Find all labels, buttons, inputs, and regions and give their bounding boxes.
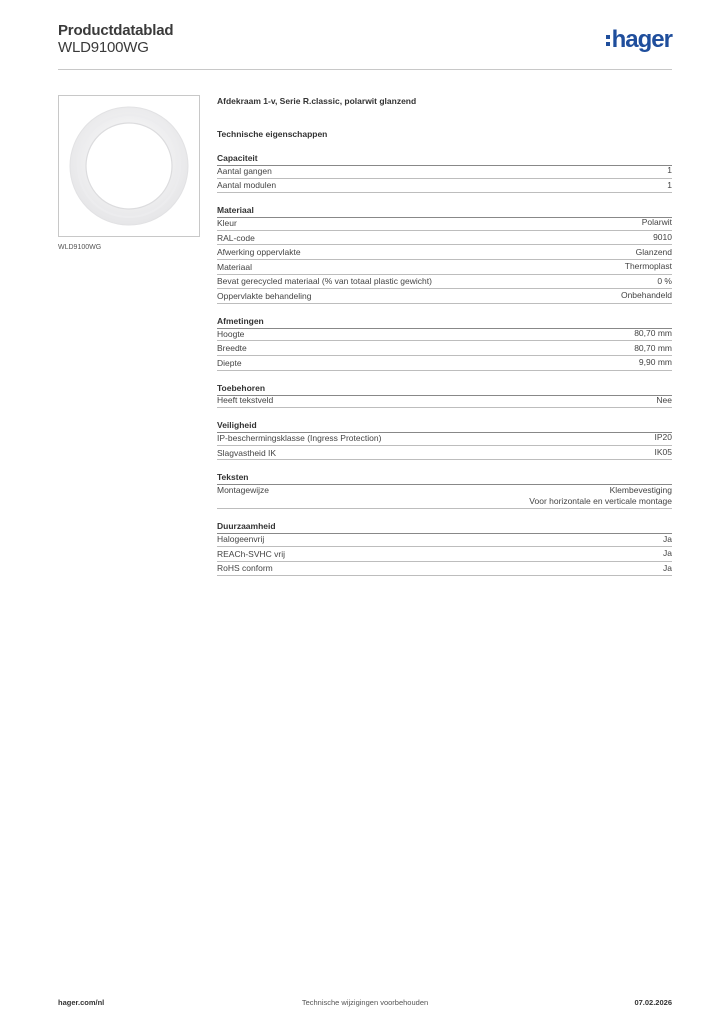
spec-group bbox=[217, 420, 672, 460]
page-header bbox=[58, 22, 672, 70]
spec-row bbox=[217, 179, 672, 194]
spec-value-line: Ja bbox=[663, 533, 672, 544]
spec-row bbox=[217, 532, 672, 547]
spec-group-title: Materiaal bbox=[217, 205, 672, 216]
spec-value bbox=[655, 447, 673, 458]
spec-group-title: Toebehoren bbox=[217, 383, 672, 394]
spec-row bbox=[217, 394, 672, 409]
spec-value bbox=[639, 357, 672, 368]
spec-group-title: Veiligheid bbox=[217, 420, 672, 431]
specifications bbox=[217, 96, 672, 576]
spec-group-title: Duurzaamheid bbox=[217, 521, 672, 532]
spec-label: Halogeenvrij bbox=[217, 534, 265, 545]
spec-value bbox=[663, 548, 672, 559]
spec-value-line: 9010 bbox=[653, 232, 672, 243]
spec-label: RoHS conform bbox=[217, 563, 273, 574]
product-image bbox=[58, 95, 200, 237]
spec-label: Afwerking oppervlakte bbox=[217, 247, 301, 258]
spec-row bbox=[217, 275, 672, 290]
spec-label: Diepte bbox=[217, 357, 242, 368]
spec-label: IP-beschermingsklasse (Ingress Protection) bbox=[217, 432, 382, 443]
spec-label: Kleur bbox=[217, 217, 237, 228]
spec-label: Slagvastheid IK bbox=[217, 447, 277, 458]
spec-value-line: IP20 bbox=[654, 432, 672, 443]
hager-logo bbox=[606, 26, 672, 54]
spec-value bbox=[634, 343, 672, 354]
spec-row bbox=[217, 289, 672, 304]
spec-group-title: Teksten bbox=[217, 472, 672, 483]
spec-value bbox=[634, 328, 672, 339]
spec-value bbox=[653, 232, 672, 243]
spec-label: Bevat gerecycled materiaal (% van totaal plastic gewicht) bbox=[217, 276, 432, 287]
spec-row bbox=[217, 260, 672, 275]
spec-row bbox=[217, 483, 672, 509]
section-heading: Technische eigenschappen bbox=[217, 129, 328, 139]
spec-value-line: 0 % bbox=[657, 275, 672, 286]
spec-row bbox=[217, 547, 672, 562]
spec-value bbox=[663, 563, 672, 574]
spec-row bbox=[217, 446, 672, 461]
spec-value bbox=[655, 432, 673, 443]
spec-value-line: Thermoplast bbox=[624, 261, 672, 272]
spec-value-line: 80,70 mm bbox=[634, 328, 672, 339]
page-footer bbox=[58, 998, 672, 1012]
cover-frame-image bbox=[67, 104, 191, 228]
product-code: WLD9100WG bbox=[58, 39, 149, 56]
spec-value bbox=[625, 261, 672, 272]
spec-row bbox=[217, 341, 672, 356]
spec-value-line: Voor horizontale en verticale montage bbox=[529, 496, 672, 507]
spec-value bbox=[529, 485, 672, 507]
document-title: Productdatablad bbox=[58, 22, 174, 39]
spec-group-title: Capaciteit bbox=[217, 153, 672, 164]
spec-value bbox=[642, 217, 672, 228]
spec-label: Montagewijze bbox=[217, 485, 269, 496]
spec-value-line: 1 bbox=[667, 165, 672, 176]
footer-disclaimer: Technische wijzigingen voorbehouden bbox=[301, 998, 429, 1007]
spec-label: Materiaal bbox=[217, 261, 252, 272]
spec-group bbox=[217, 153, 672, 193]
spec-value-line: Polarwit bbox=[641, 217, 672, 228]
spec-value bbox=[656, 395, 672, 406]
spec-group-title: Afmetingen bbox=[217, 316, 672, 327]
spec-row bbox=[217, 245, 672, 260]
spec-value-line: 80,70 mm bbox=[634, 342, 672, 353]
spec-value-line: IK05 bbox=[654, 447, 672, 458]
spec-row bbox=[217, 231, 672, 246]
spec-value bbox=[667, 165, 672, 176]
logo-dots-icon bbox=[606, 35, 610, 46]
spec-value-line: Glanzend bbox=[635, 246, 672, 257]
spec-value bbox=[636, 247, 672, 258]
image-caption: WLD9100WG bbox=[58, 244, 102, 251]
spec-row bbox=[217, 356, 672, 371]
spec-label: Aantal modulen bbox=[217, 180, 277, 191]
spec-label: Breedte bbox=[217, 343, 247, 354]
spec-value bbox=[667, 180, 672, 191]
spec-group bbox=[217, 521, 672, 576]
spec-label: Aantal gangen bbox=[217, 165, 272, 176]
spec-value bbox=[621, 290, 672, 301]
spec-label: RAL-code bbox=[217, 232, 255, 243]
spec-row bbox=[217, 327, 672, 342]
spec-label: REACh-SVHC vrij bbox=[217, 548, 286, 559]
footer-date: 07.02.2026 bbox=[634, 998, 672, 1007]
spec-value-line: Nee bbox=[656, 394, 672, 405]
spec-group bbox=[217, 383, 672, 409]
logo-text: hager bbox=[611, 26, 672, 53]
spec-value bbox=[657, 276, 672, 287]
footer-website: hager.com/nl bbox=[58, 998, 105, 1007]
product-name: Afdekraam 1-v, Serie R.classic, polarwit glanzend bbox=[217, 96, 417, 106]
spec-label: Heeft tekstveld bbox=[217, 395, 274, 406]
spec-group bbox=[217, 205, 672, 304]
spec-row bbox=[217, 164, 672, 179]
spec-value-line: Klembevestiging bbox=[609, 485, 672, 496]
spec-label: Oppervlakte behandeling bbox=[217, 290, 312, 301]
spec-value bbox=[663, 534, 672, 545]
spec-groups bbox=[217, 153, 672, 576]
spec-value-line: Ja bbox=[663, 548, 672, 559]
spec-value-line: Onbehandeld bbox=[620, 290, 672, 301]
spec-group bbox=[217, 316, 672, 371]
spec-label: Hoogte bbox=[217, 328, 245, 339]
spec-value-line: Ja bbox=[663, 562, 672, 573]
spec-row bbox=[217, 431, 672, 446]
spec-row bbox=[217, 216, 672, 231]
spec-value-line: 9,90 mm bbox=[638, 357, 672, 368]
spec-row bbox=[217, 562, 672, 577]
spec-group bbox=[217, 472, 672, 509]
spec-value-line: 1 bbox=[667, 179, 672, 190]
